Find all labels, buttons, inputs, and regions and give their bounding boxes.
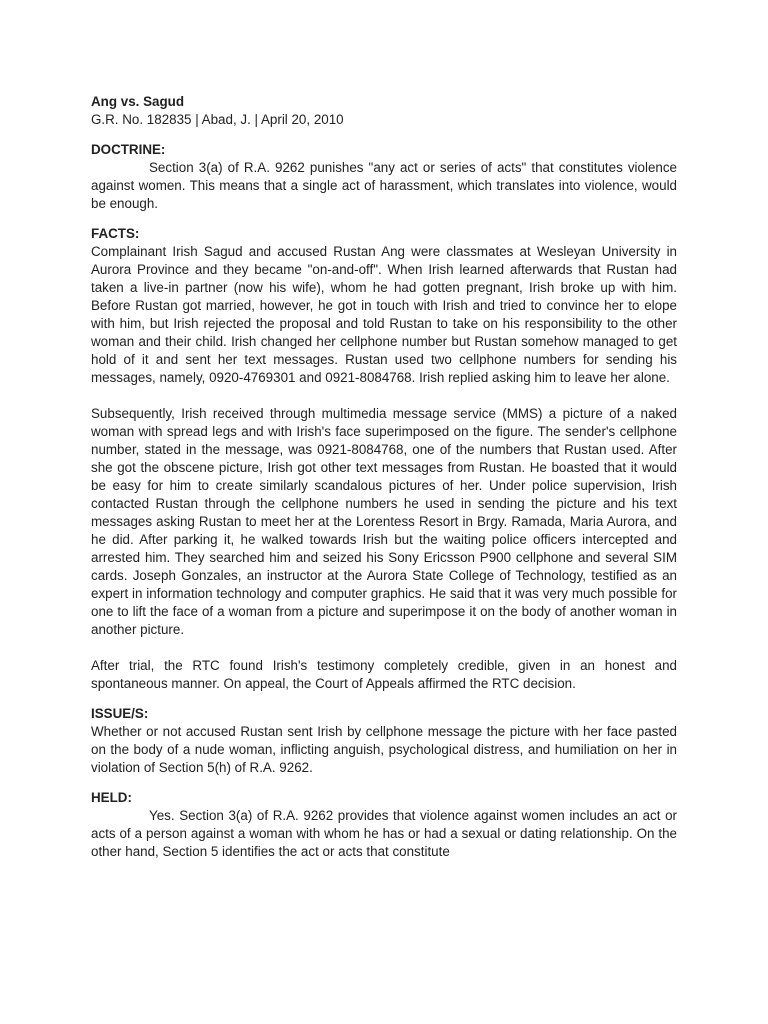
facts-paragraph-2: Subsequently, Irish received through multimedia message service (MMS) a picture of a naked woman with spread legs and with Irish's face superimposed on the figure. The sender's cellphone number, stated in the message, was 0921-8084768, one of the numbers that Rustan used. After she got the obscene picture, Irish got other text messages from Rustan. He boasted that it would be easy for him to create similarly scandalous pictures of her. Under police supervision, Irish contacted Rustan through the cellphone numbers he used in sending the picture and his text messages asking Rustan to meet her at the Lorentess Resort in Brgy. Ramada, Maria Aurora, and he did. After parking it, he walked towards Irish but the waiting police officers intercepted and arrested him. They searched him and seized his Sony Ericsson P900 cellphone and several SIM cards. Joseph Gonzales, an instructor at the Aurora State College of Technology, testified as an expert in information technology and computer graphics. He said that it was very much possible for one to lift the face of a woman from a picture and superimpose it on the body of another woman in another picture. (91, 406, 677, 637)
case-title: Ang vs. Sagud (91, 94, 185, 109)
issues-heading: ISSUE/S: (91, 706, 149, 721)
document-page (91, 93, 677, 861)
held-text: Yes. Section 3(a) of R.A. 9262 provides that violence against women includes an act or acts of a person against a woman with whom he has or had a sexual or dating relationship. On the other hand, Section 5 identifies the act or acts that constitute (91, 808, 677, 859)
case-citation: G.R. No. 182835 | Abad, J. | April 20, 2010 (91, 112, 344, 127)
facts-paragraph-1: Complainant Irish Sagud and accused Rustan Ang were classmates at Wesleyan University in Aurora Province and they became "on-and-off". When Irish learned afterwards that Rustan had taken a live-in partner (now his wife), whom he had gotten pregnant, Irish broke up with him. Before Rustan got married, however, he got in touch with Irish and tried to convince her to elope with him, but Irish rejected the proposal and told Rustan to take on his responsibility to the other woman and their child. Irish changed her cellphone number but Rustan somehow managed to get hold of it and sent her text messages. Rustan used two cellphone numbers for sending his messages, namely, 0920-4769301 and 0921-8084768. Irish replied asking him to leave her alone. (91, 244, 677, 385)
facts-paragraph-3: After trial, the RTC found Irish's testimony completely credible, given in an honest and spontaneous manner. On appeal, the Court of Appeals affirmed the RTC decision. (91, 658, 677, 691)
doctrine-heading: DOCTRINE: (91, 142, 166, 157)
held-heading: HELD: (91, 790, 132, 805)
doctrine-text: Section 3(a) of R.A. 9262 punishes "any act or series of acts" that constitutes violence against women. This means that a single act of harassment, which translates into violence, would be enough. (91, 160, 677, 211)
facts-heading: FACTS: (91, 226, 140, 241)
issues-text: Whether or not accused Rustan sent Irish by cellphone message the picture with her face pasted on the body of a nude woman, inflicting anguish, psychological distress, and humiliation on her in violation of Section 5(h) of R.A. 9262. (91, 724, 677, 775)
